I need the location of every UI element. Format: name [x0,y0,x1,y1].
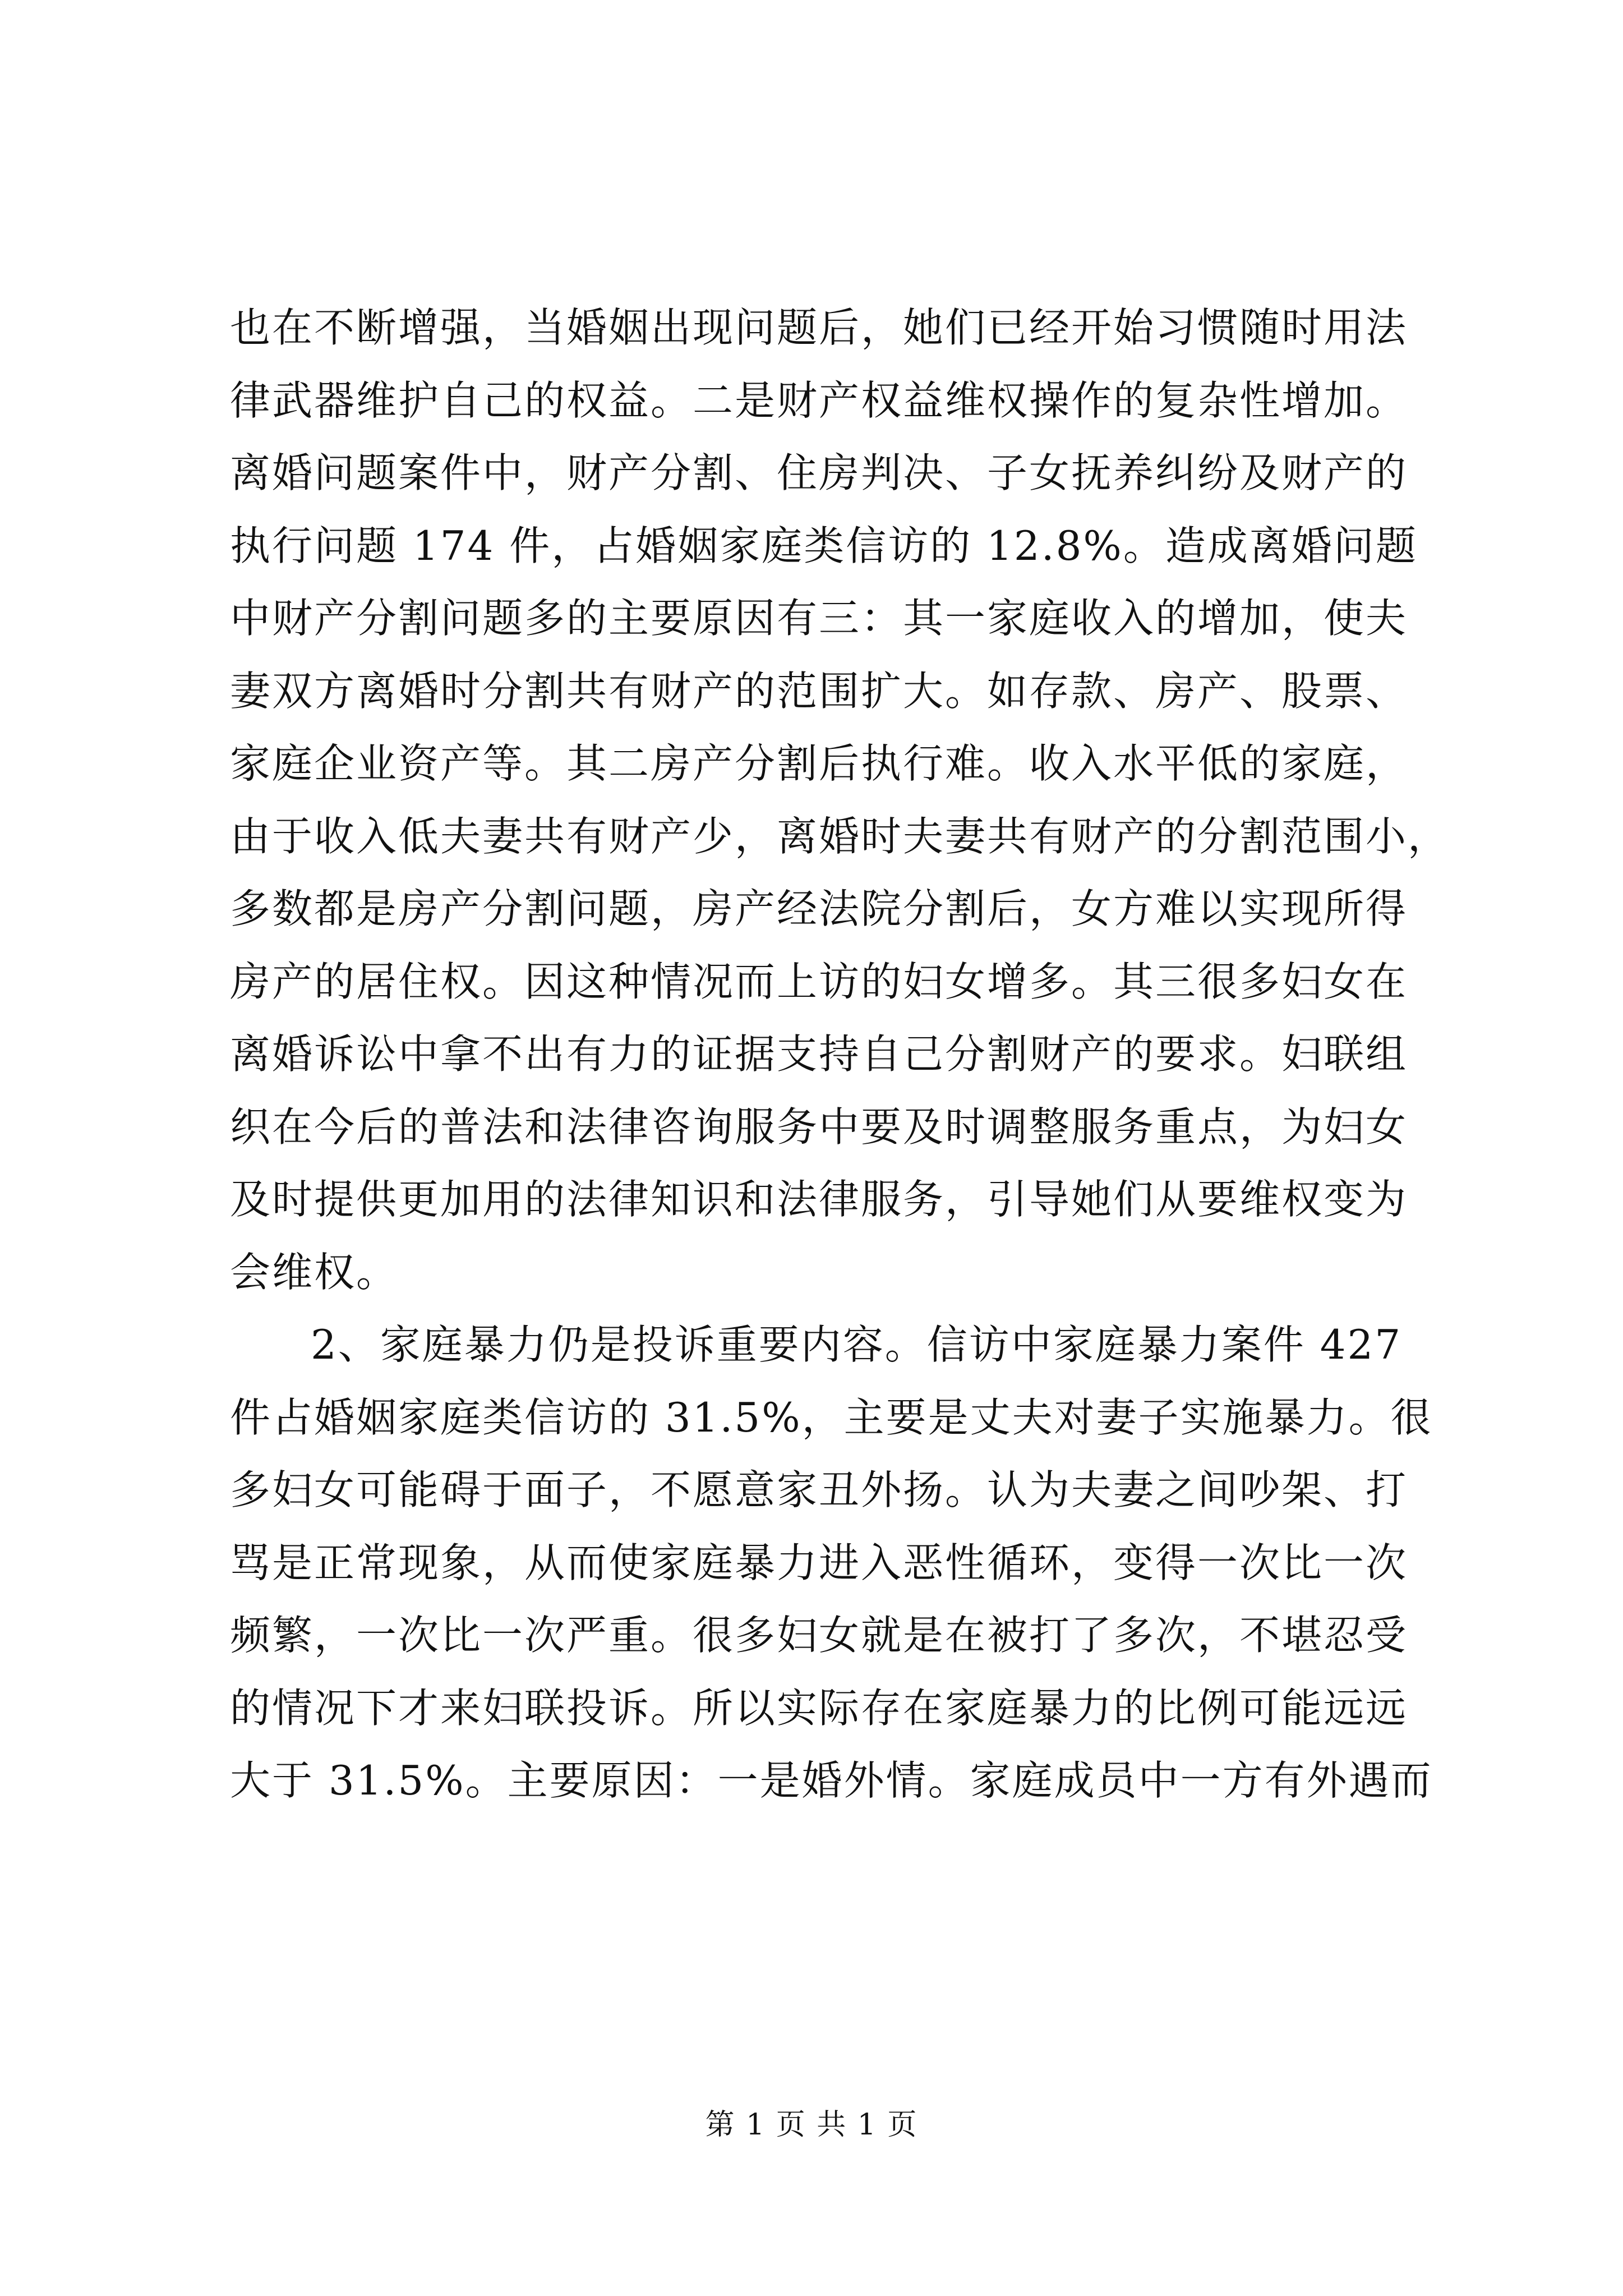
text-line: 执行问题 174 件，占婚姻家庭类信访的 12.8%。造成离婚问题 [230,522,1418,569]
text-line: 妻双方离婚时分割共有财产的范围扩大。如存款、房产、股票、 [230,667,1408,715]
text-line: 由于收入低夫妻共有财产少，离婚时夫妻共有财产的分割范围小， [230,812,1450,860]
page-footer: 第 1 页 共 1 页 [705,2108,918,2142]
paragraph-2 [230,1309,1433,1818]
text-line: 骂是正常现象，从而使家庭暴力进入恶性循环，变得一次比一次 [230,1539,1408,1586]
text-line: 及时提供更加用的法律知识和法律服务，引导她们从要维权变为 [230,1176,1408,1223]
text-line: 会维权。 [230,1248,399,1296]
text-line: 件占婚姻家庭类信访的 31.5%，主要是丈夫对妻子实施暴力。很 [230,1393,1433,1441]
text-line: 离婚诉讼中拿不出有力的证据支持自己分割财产的要求。妇联组 [230,1030,1408,1078]
text-line: 的情况下才来妇联投诉。所以实际存在家庭暴力的比例可能远远 [230,1684,1408,1732]
text-line: 大于 31.5%。主要原因：一是婚外情。家庭成员中一方有外遇而 [230,1757,1433,1804]
text-line: 中财产分割问题多的主要原因有三：其一家庭收入的增加，使夫 [230,595,1408,642]
text-line: 离婚问题案件中，财产分割、住房判决、子女抚养纠纷及财产的 [230,449,1408,496]
paragraph-1 [230,292,1450,1309]
text-line: 房产的居住权。因这种情况而上访的妇女增多。其三很多妇女在 [230,958,1408,1005]
text-line: 律武器维护自己的权益。二是财产权益维权操作的复杂性增加。 [230,376,1408,424]
text-line: 2、家庭暴力仍是投诉重要内容。信访中家庭暴力案件 427 [311,1321,1403,1368]
text-line: 多数都是房产分割问题，房产经法院分割后，女方难以实现所得 [230,885,1408,932]
text-line: 家庭企业资产等。其二房产分割后执行难。收入水平低的家庭， [230,740,1408,787]
text-line: 也在不断增强，当婚姻出现问题后，她们已经开始习惯随时用法 [230,304,1408,351]
text-line: 织在今后的普法和法律咨询服务中要及时调整服务重点，为妇女 [230,1103,1408,1151]
text-line: 频繁，一次比一次严重。很多妇女就是在被打了多次，不堪忍受 [230,1612,1408,1659]
document-body [230,292,1450,1818]
text-line: 多妇女可能碍于面子，不愿意家丑外扬。认为夫妻之间吵架、打 [230,1466,1408,1513]
